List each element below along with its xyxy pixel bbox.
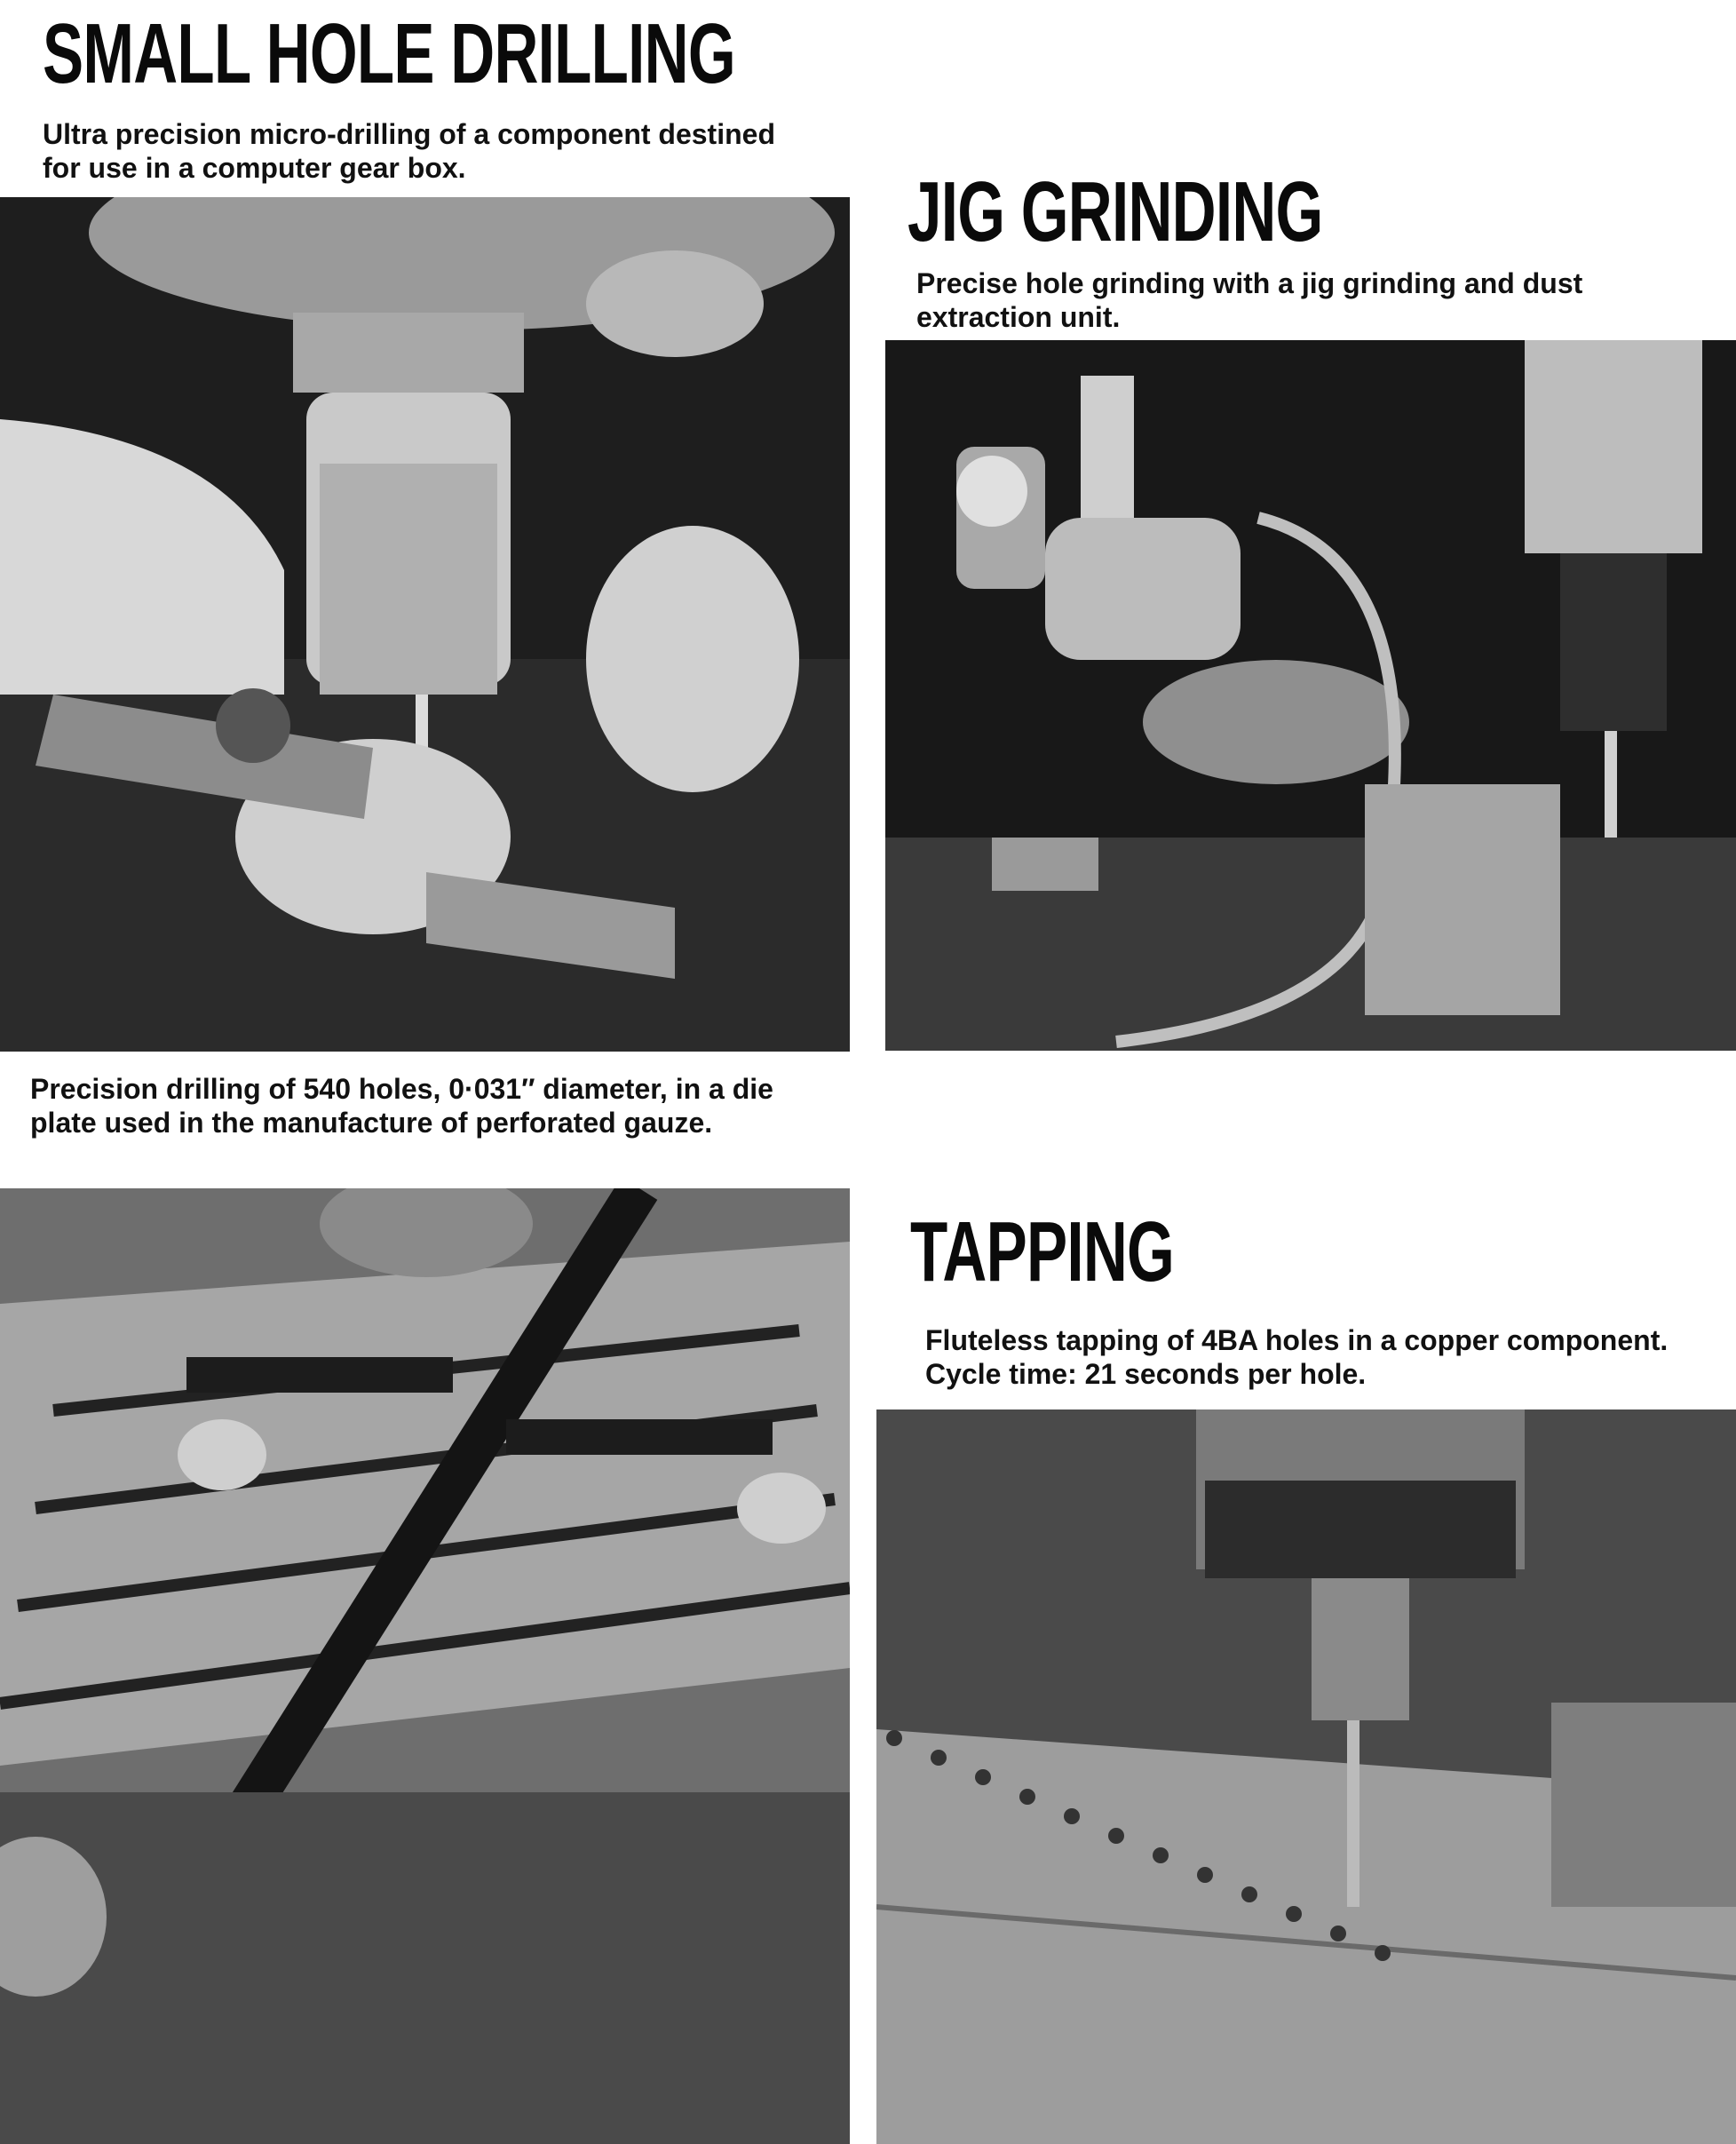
tapping-title: TAPPING [910, 1204, 1175, 1299]
jig-grinding-title: JIG GRINDING [908, 164, 1323, 259]
small-hole-drilling-title: SMALL HOLE DRILLING [43, 6, 735, 101]
tapping-caption: Fluteless tapping of 4BA holes in a copper component. Cycle time: 21 seconds per hole. [925, 1324, 1669, 1390]
die-plate-drilling-photo [0, 1188, 850, 2144]
small-hole-drilling-caption: Ultra precision micro-drilling of a component destined for use in a computer gear box. [43, 118, 775, 184]
micro-drilling-photo [0, 197, 850, 1052]
tapping-photo [876, 1409, 1736, 2144]
die-plate-caption: Precision drilling of 540 holes, 0·031″ diameter, in a die plate used in the manufacture of perforated gauze. [30, 1073, 773, 1139]
jig-grinding-photo [885, 340, 1736, 1051]
jig-grinding-caption: Precise hole grinding with a jig grinding and dust extraction unit. [916, 267, 1583, 333]
